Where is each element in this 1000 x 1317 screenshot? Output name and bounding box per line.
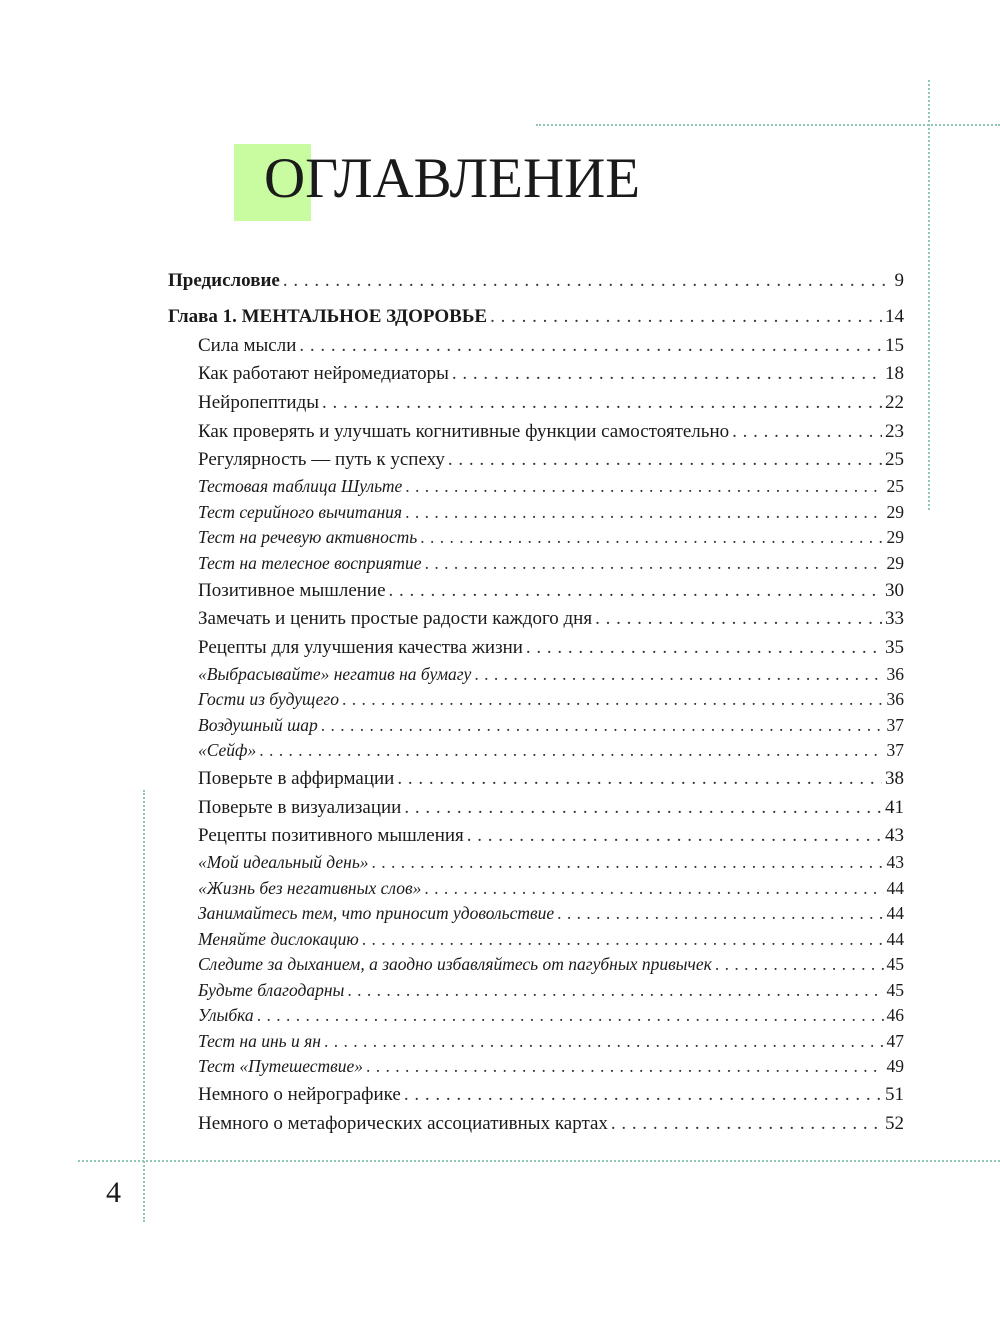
toc-subentry[interactable] [198, 553, 904, 574]
toc-entry-title: Тест «Путешествие» [198, 1056, 363, 1076]
toc-entry-page: 46 [886, 1005, 904, 1025]
toc-entry-page: 25 [885, 449, 904, 470]
leader-dots [611, 1113, 882, 1135]
toc-entry-page: 52 [885, 1113, 904, 1134]
leader-dots [404, 1084, 882, 1106]
toc-entry-title: Нейропептиды [198, 392, 319, 413]
dotted-rule-bottom [78, 1160, 1000, 1162]
toc-subentry[interactable] [198, 1005, 904, 1026]
leader-dots [474, 664, 883, 685]
leader-dots [424, 878, 883, 899]
dotted-rule-left [143, 790, 145, 1222]
toc-entry-page: 36 [886, 689, 904, 709]
toc-entry-page: 41 [885, 797, 904, 818]
toc-entry-page: 44 [886, 929, 904, 949]
toc-entry-title: Как работают нейромедиаторы [198, 363, 449, 384]
toc-entry-title: Сила мысли [198, 335, 297, 356]
toc-entry-page: 44 [886, 878, 904, 898]
toc-subentry[interactable] [198, 954, 904, 975]
toc-entry-page: 45 [886, 980, 904, 1000]
toc-subentry[interactable] [198, 878, 904, 899]
toc-entry[interactable] [198, 768, 904, 790]
toc-subentry[interactable] [198, 689, 904, 710]
toc-entry-title: Тест серийного вычитания [198, 502, 403, 522]
toc-entry-title: Глава 1. МЕНТАЛЬНОЕ ЗДОРОВЬЕ [168, 306, 488, 327]
leader-dots [448, 449, 882, 471]
toc-entry-title: Тест на инь и ян [198, 1031, 321, 1051]
toc-entry-page: 36 [886, 664, 904, 684]
toc-entry-title: «Сейф» [198, 740, 257, 760]
leader-dots [715, 954, 884, 975]
leader-dots [405, 476, 883, 497]
toc-subentry[interactable] [198, 502, 904, 523]
page-number: 4 [106, 1176, 121, 1209]
leader-dots [595, 608, 882, 630]
toc-entry-title: Гости из будущего [198, 689, 339, 709]
toc-entry-title: Предисловие [168, 270, 280, 291]
leader-dots [732, 421, 882, 443]
toc-entry-title: Немного о нейрографике [198, 1084, 401, 1105]
toc-entry[interactable] [198, 825, 904, 847]
leader-dots [425, 553, 884, 574]
toc-entry-title: «Жизнь без негативных слов» [198, 878, 422, 898]
toc-entry-title: Занимайтесь тем, что приносит удовольствие [198, 903, 555, 923]
page-title: ОГЛАВЛЕНИЕ [264, 147, 641, 210]
toc-entry[interactable] [198, 608, 904, 630]
toc-entry-page: 29 [886, 502, 904, 522]
toc-entry-title: Тест на речевую активность [198, 527, 418, 547]
toc-entry-page: 49 [886, 1056, 904, 1076]
toc-entry[interactable] [198, 392, 904, 414]
leader-dots [299, 335, 882, 357]
leader-dots [283, 270, 892, 292]
toc-entry-preface[interactable] [168, 270, 904, 292]
leader-dots [372, 852, 884, 873]
toc-entry-title: «Выбрасывайте» негатив на бумагу [198, 664, 472, 684]
toc-entry-page: 45 [886, 954, 904, 974]
toc-entry[interactable] [198, 449, 904, 471]
leader-dots [389, 580, 882, 602]
leader-dots [366, 1056, 884, 1077]
leader-dots [259, 740, 883, 761]
toc-entry-page: 30 [885, 580, 904, 601]
toc-entry[interactable] [198, 421, 904, 443]
toc-entry-title: Рецепты позитивного мышления [198, 825, 464, 846]
dotted-rule-right [928, 80, 930, 510]
toc-entry-title: Немного о метафорических ассоциативных картах [198, 1113, 608, 1134]
leader-dots [526, 637, 882, 659]
leader-dots [420, 527, 883, 548]
toc-entry-page: 35 [885, 637, 904, 658]
toc-entry[interactable] [198, 335, 904, 357]
toc-entry-page: 44 [886, 903, 904, 923]
toc-entry[interactable] [198, 797, 904, 819]
toc-entry-title: Тестовая таблица Шульте [198, 476, 403, 496]
leader-dots [452, 363, 882, 385]
leader-dots [404, 797, 882, 819]
toc-entry[interactable] [198, 637, 904, 659]
leader-dots [467, 825, 882, 847]
toc-entry-page: 33 [885, 608, 904, 629]
toc-entry-page: 29 [886, 553, 904, 573]
leader-dots [557, 903, 883, 924]
leader-dots [490, 306, 882, 328]
toc-entry-title: Рецепты для улучшения качества жизни [198, 637, 523, 658]
toc-subentry[interactable] [198, 740, 904, 761]
toc-subentry[interactable] [198, 980, 904, 1001]
toc-subentry[interactable] [198, 476, 904, 497]
leader-dots [322, 392, 882, 414]
toc-subentry[interactable] [198, 929, 904, 950]
leader-dots [257, 1005, 884, 1026]
toc-entry-page: 29 [886, 527, 904, 547]
dotted-rule-top [536, 124, 1000, 126]
leader-dots [324, 1031, 884, 1052]
toc-entry-title: Поверьте в визуализации [198, 797, 402, 818]
toc-entry-page: 51 [885, 1084, 904, 1105]
leader-dots [321, 715, 884, 736]
toc-entry-title: Меняйте дислокацию [198, 929, 359, 949]
toc-entry-page: 15 [885, 335, 904, 356]
toc-subentry[interactable] [198, 1031, 904, 1052]
toc-entry-page: 9 [894, 270, 904, 291]
toc-entry-title: Воздушный шар [198, 715, 318, 735]
toc-entry-page: 43 [885, 825, 904, 846]
toc-entry[interactable] [198, 1084, 904, 1106]
toc-entry-chapter[interactable] [168, 306, 904, 328]
toc-subentry[interactable] [198, 527, 904, 548]
leader-dots [342, 689, 884, 710]
toc-entry[interactable] [198, 580, 904, 602]
toc-entry-title: «Мой идеальный день» [198, 852, 369, 872]
toc-subentry[interactable] [198, 1056, 904, 1077]
toc-entry-page: 23 [885, 421, 904, 442]
toc-subentry[interactable] [198, 715, 904, 736]
toc-entry-title: Улыбка [198, 1005, 254, 1025]
leader-dots [397, 768, 882, 790]
toc-entry-page: 14 [885, 306, 904, 327]
toc-subentry[interactable] [198, 852, 904, 873]
toc-entry-title: Регулярность — путь к успеху [198, 449, 445, 470]
leader-dots [362, 929, 884, 950]
toc-entry-page: 38 [885, 768, 904, 789]
toc-entry-page: 37 [886, 715, 904, 735]
leader-dots [405, 502, 883, 523]
toc-subentry[interactable] [198, 903, 904, 924]
toc-entry-page: 25 [886, 476, 904, 496]
leader-dots [347, 980, 883, 1001]
toc-entry-title: Как проверять и улучшать когнитивные функции самостоятельно [198, 421, 730, 442]
toc-entry-title: Поверьте в аффирмации [198, 768, 395, 789]
toc-entry-title: Тест на телесное восприятие [198, 553, 422, 573]
toc-entry-page: 47 [886, 1031, 904, 1051]
toc-entry-page: 43 [886, 852, 904, 872]
toc-entry-page: 22 [885, 392, 904, 413]
toc-entry-title: Позитивное мышление [198, 580, 386, 601]
toc-entry[interactable] [198, 1113, 904, 1135]
toc-entry-title: Будьте благодарны [198, 980, 345, 1000]
toc-entry-page: 37 [886, 740, 904, 760]
toc-entry[interactable] [198, 363, 904, 385]
toc-entry-page: 18 [885, 363, 904, 384]
toc-subentry[interactable] [198, 664, 904, 685]
toc-entry-title: Следите за дыханием, а заодно избавляйтесь от пагубных привычек [198, 954, 712, 974]
toc-entry-title: Замечать и ценить простые радости каждого дня [198, 608, 593, 629]
